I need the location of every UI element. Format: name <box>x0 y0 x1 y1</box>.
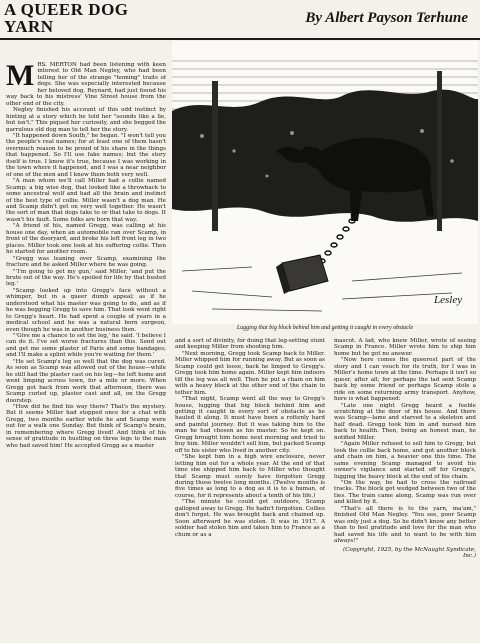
paragraph: "How did he find his way there? That's the mystery. But it seems Miller had stopped once for a chat with Gregg, two months earlier while he and Scamp were out for a walk one Sunday. But think of Scamp's brain, in remembering where Gregg lived! And think of his sense of gratitude in hustling on three legs to the man who had saved him! He accepted Gregg as a master <box>6 404 166 449</box>
paragraph: and a sort of divinity, for doing that leg-setting stunt and keeping Miller from shooting him. <box>175 338 325 351</box>
illustration <box>172 41 478 324</box>
paragraph: "'Give me a chance to set the leg,' he said. 'I believe I can do it. I've set worse fractures than this. Send out and get me some plaster of Paris and some bandages; and I'll make a splint while you're waiting for them.' <box>6 333 166 359</box>
paragraph: "It happened down South," he began. "I won't tell you the people's real names; for at least one of them hasn't overmuch reason to be proud of his share in the things that happened. So I'll use fake names; but the story itself is true. I know it's true, because I was working in the town where it happened, and I was a near neighbor of one of the men and I knew them both very well. <box>6 132 166 178</box>
drop-cap: M <box>6 62 35 92</box>
illustration-caption: Lugging that big block behind him and getting it caught in every obstacle <box>236 325 414 331</box>
text-column-2 <box>175 338 325 638</box>
artist-signature: Lesley <box>434 294 463 306</box>
paragraph: Negley finished his account of this odd instinct by hinting at a story which he told her "sounds like a lie, but isn't." This piqued her curiosity, and she begged the garrulous old dog man to tell her the story. <box>6 107 166 133</box>
paragraph: "A man whom we'll call Miller had a collie named Scamp; a big wise dog, that looked like a throwback to some ancestral wolf and had all the brain and instinct of the best type of collie. Miller wasn't a dog man. He and Scamp didn't get on very well together. He wasn't the sort of man that dogs take to or that take to dogs. It wasn't his fault. Some folks are born that way. <box>6 178 166 223</box>
paragraph: "She kept him in a high wire enclosure, never letting him out for a whole year. At the end of that time she shipped him back to Miller who thought that Scamp must surely have forgotten Gregg during those twelve long months. (Twelve months is five times as long to a dog as it is to a human, of course, for it represents about a tenth of his life.) <box>175 454 325 499</box>
paragraph: "He set Scamp's leg so well that the dog was cured. As soon as Scamp was allowed out of the house—while he still had the plaster cast on his leg—he left home and went limping across town, for a mile or more. When Gregg got back from work that afternoon, there was Scamp curled up, plaster cast and all, on the Gregg doorstep. <box>6 358 166 404</box>
dog-dragging-block-drawing <box>172 41 478 324</box>
paragraph: "Scamp looked up into Gregg's face without a whimper, but in a queer dumb appeal; as if he understood what his master was going to do, and as if he was begging Gregg to save him. That look went right to Gregg's heart. He had spent a couple of years in a medical school and he was a natural born surgeon, even though he was in another business then. <box>6 287 166 333</box>
paragraph-text: RS. MERTON had been listening with keen interest to Old Man Negley, who had been telling her of the strange "homing" traits of dogs. She was especially interested because her beloved dog, Reynard, had just found his way back to his mistress' Vine Street house from the other end of the city. <box>6 62 166 107</box>
paragraph: "'I'm going to get my gun,' said Miller, 'and put the brute out of the way. He's spoiled for life by that busted leg.' <box>6 268 166 288</box>
paragraph: "Late one night Gregg heard a feeble scratching at the door of his house. And there was Scamp—lame and starved to a skeleton and half dead. Gregg took him in and nursed him back to health. Then, being an honest man, he notified Miller. <box>334 402 476 441</box>
wooden-block <box>282 255 328 291</box>
paragraph: "That's all there is to the yarn, ma'am," finished Old Man Negley. "You see, poor Scamp was only just a dog. So he didn't know any better than to feel gratitude and love for the man who had saved his life and to want to be with him always!" <box>334 505 476 545</box>
byline: By Albert Payson Terhune <box>305 10 468 26</box>
copyright-notice: (Copyright, 1925, by the McNaught Syndicate, Inc.) <box>343 546 476 559</box>
text-column-3 <box>334 338 476 638</box>
paragraph: "The minute he could get outdoors, Scamp galloped away to Gregg. He hadn't forgotten. Collies don't forget. He was brought back and chained up. Soon afterward he was stolen. It was in 1917. A soldier had stolen him and taken him to France as a chum or as a <box>175 499 325 538</box>
paragraph: "Again Miller refused to sell him to Gregg, but took the collie back home, and got another block and chain on him, a heavier one this time. The same evening Scamp managed to avoid his owner's vigilance and started off for Gregg's, lugging the heavy block at the end of his chain. <box>334 441 476 480</box>
text-column-1 <box>6 62 166 637</box>
paragraph: "On the way, he had to cross the railroad tracks. The block got wedged between two of the ties. The train came along. Scamp was run over and killed by it. <box>334 479 476 506</box>
article-header <box>0 0 480 40</box>
paragraph: "Now here comes the queerest part of the story and I can vouch for its truth, for I was in Miller's home town at the time. Perhaps it isn't so queer, after all; for perhaps the lad sent Scamp back by some friend or perhaps Scamp stole a ride on some returning army transport. Anyhow, here is what happened: <box>334 357 476 403</box>
paragraph: "Gregg was leaning over Scamp, examining the fracture and he asked Miller where he was going. <box>6 255 166 269</box>
paragraph: "A friend of his, named Gregg, was calling at his house one day, when an automobile ran over Scamp, in front of the dooryard, and broke his left front leg in two places. Miller took one look at his suffering collie. Then he started for another room. <box>6 223 166 256</box>
article-title: A QUEER DOG YARN <box>4 0 129 36</box>
paragraph: "That night, Scamp went all the way to Gregg's house, lugging that big block behind him and getting it caught in every sort of obstacle as he hauled it along. It must have been a rottenly hard and painful journey. But it was taking him to the man he had chosen as his master. So he kept on. Gregg brought him home next morning and tried to buy him. Miller wouldn't sell him, but packed Scamp off to his sister who lived in another city. <box>175 396 325 454</box>
paragraph: mascot. A lad, who knew Miller, wrote of seeing Scamp in France. Miller wrote him to ship him home but he got no answer. <box>334 338 476 357</box>
paragraph <box>6 62 166 107</box>
paragraph: "Next morning, Gregg took Scamp back to Miller. Miller whipped him for running away. But as soon as Scamp could get loose, back he limped to Gregg's. Gregg took him home again. Miller kept him indoors till the leg was all well. Then he put a chain on him with a heavy block at the other end of the chain to tether him. <box>175 350 325 396</box>
